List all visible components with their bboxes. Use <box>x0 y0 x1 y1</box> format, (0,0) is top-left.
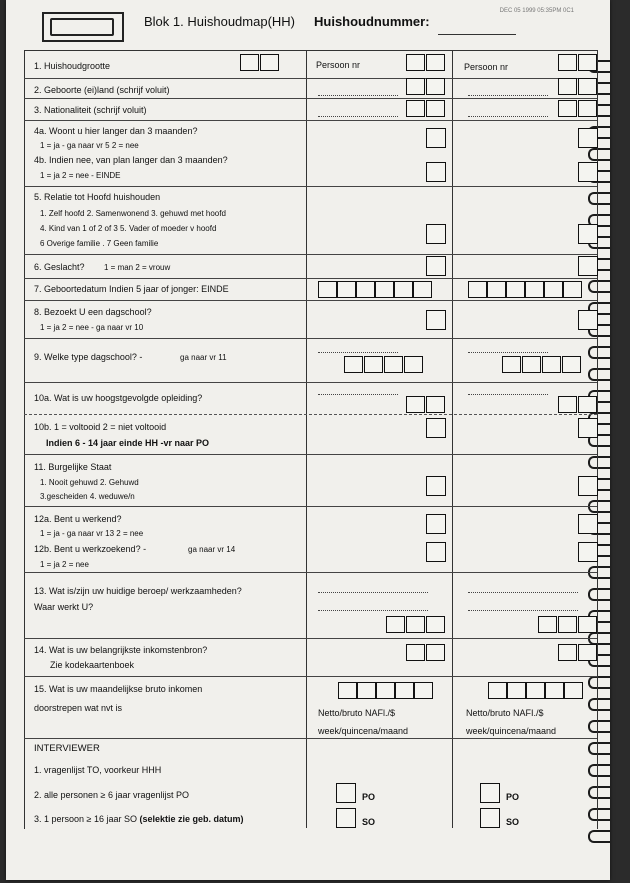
q9-goto: ga naar vr 11 <box>180 353 227 362</box>
interviewer-instruction-3 <box>34 814 244 824</box>
q5-p1-box[interactable] <box>426 224 446 244</box>
q13-p1-field[interactable] <box>318 610 428 611</box>
q4a-label: 4a. Woont u hier langer dan 3 maanden? <box>34 126 198 136</box>
q4a-options: 1 = ja - ga naar vr 5 2 = nee <box>40 141 139 150</box>
q12a-label: 12a. Bent u werkend? <box>34 514 122 524</box>
q4b-p1-box[interactable] <box>426 162 446 182</box>
row-q5 <box>24 186 597 255</box>
q6-p2-box[interactable] <box>578 256 598 276</box>
q2-p2-box[interactable] <box>558 78 577 95</box>
q7-p1-box[interactable] <box>318 281 337 298</box>
interviewer-title: INTERVIEWER <box>34 743 100 754</box>
row-q1 <box>24 50 597 79</box>
q15-p2-period: week/quincena/maand <box>466 726 557 736</box>
so-p1-label: SO <box>362 817 376 827</box>
household-number-label: Huishoudnummer: <box>314 14 430 29</box>
q2-p2-field[interactable] <box>468 95 548 96</box>
row-q10a <box>24 382 597 415</box>
q9-p2-box[interactable] <box>562 356 581 373</box>
q13-p2-box[interactable] <box>558 616 577 633</box>
q14-p1-box[interactable] <box>406 644 425 661</box>
q14-label: 14. Wat is uw belangrijkste inkomstenbron? <box>34 645 208 655</box>
q12a-p2-box[interactable] <box>578 514 598 534</box>
q10a-label: 10a. Wat is uw hoogstgevolgde opleiding? <box>34 393 203 403</box>
q7-p1-box[interactable] <box>356 281 375 298</box>
q6-label: 6. Geslacht? <box>34 262 85 272</box>
q15-label: 15. Wat is uw maandelijkse bruto inkomen <box>34 684 203 694</box>
interviewer-instruction-1: 1. vragenlijst TO, voorkeur HHH <box>34 765 162 775</box>
q8-p1-box[interactable] <box>426 310 446 330</box>
q10a-p1-field[interactable] <box>318 394 398 395</box>
q3-p1-box[interactable] <box>406 100 425 117</box>
q12b-goto: ga naar vr 14 <box>188 545 236 554</box>
q5-p2-box[interactable] <box>578 224 598 244</box>
q10b-label: 10b. 1 = voltooid 2 = niet voltooid <box>34 422 167 432</box>
q13-sub: Waar werkt U? <box>34 602 94 612</box>
q15-p2-currency: Netto/bruto NAFI./$ <box>466 708 544 718</box>
q13-p1-box[interactable] <box>386 616 405 633</box>
po-p1-checkbox[interactable] <box>336 783 356 803</box>
q14-sub: Zie kodekaartenboek <box>50 660 135 670</box>
q15-p2-box[interactable] <box>488 682 507 699</box>
q10b-note: Indien 6 - 14 jaar einde HH -vr naar PO <box>46 438 210 448</box>
q4b-p2-box[interactable] <box>578 162 598 182</box>
interviewer-instruction-2: 2. alle personen ≥ 6 jaar vragenlijst PO <box>34 790 190 800</box>
q7-p2-box[interactable] <box>563 281 582 298</box>
q14-p2-box[interactable] <box>558 644 577 661</box>
q8-options: 1 = ja 2 = nee - ga naar vr 10 <box>40 323 144 332</box>
q1-box[interactable] <box>240 54 259 71</box>
q9-p1-box[interactable] <box>344 356 363 373</box>
q5-label: 5. Relatie tot Hoofd huishouden <box>34 192 161 202</box>
q10b-p2-box[interactable] <box>578 418 598 438</box>
so-p2-checkbox[interactable] <box>480 808 500 828</box>
q11-options-1: 1. Nooit gehuwd 2. Gehuwd <box>40 478 139 487</box>
q3-p2-field[interactable] <box>468 116 548 117</box>
person1-nr-label: Persoon nr <box>316 60 361 70</box>
q2-p2-box[interactable] <box>578 78 597 95</box>
row-q8 <box>24 300 597 339</box>
q7-p1-box[interactable] <box>394 281 413 298</box>
q12b-label: 12b. Bent u werkzoekend? - <box>34 544 147 554</box>
q13-p1-box[interactable] <box>406 616 425 633</box>
q7-p2-box[interactable] <box>525 281 544 298</box>
q9-p2-box[interactable] <box>522 356 541 373</box>
q9-p2-field[interactable] <box>468 352 548 353</box>
q5-options-1: 1. Zelf hoofd 2. Samenwonend 3. gehuwd met hoofd <box>40 209 226 218</box>
interviewer-instruction-3-bold: (selektie zie geb. datum) <box>139 814 244 824</box>
q3-p2-box[interactable] <box>558 100 577 117</box>
household-number-field[interactable] <box>438 34 516 35</box>
q4a-p1-box[interactable] <box>426 128 446 148</box>
q13-p2-box[interactable] <box>538 616 557 633</box>
q15-p2-box[interactable] <box>507 682 526 699</box>
q15-p1-box[interactable] <box>414 682 433 699</box>
q13-label: 13. Wat is/zijn uw huidige beroep/ werkzaamheden? <box>34 586 242 596</box>
q1-box[interactable] <box>260 54 279 71</box>
q2-p1-box[interactable] <box>406 78 425 95</box>
q9-p2-box[interactable] <box>542 356 561 373</box>
q15-p1-period: week/quincena/maand <box>318 726 409 736</box>
q13-p2-field[interactable] <box>468 592 578 593</box>
q11-options-2: 3.gescheiden 4. weduwe/n <box>40 492 135 501</box>
q5-options-3: 6 Overige familie . 7 Geen familie <box>40 239 159 248</box>
spiral-ring <box>588 830 610 843</box>
q10a-p2-box[interactable] <box>578 396 597 413</box>
q12a-options: 1 = ja - ga naar vr 13 2 = nee <box>40 529 144 538</box>
row-q13 <box>24 572 597 639</box>
q15-p1-currency: Netto/bruto NAFl./$ <box>318 708 396 718</box>
q5-options-2: 4. Kind van 1 of 2 of 3 5. Vader of moeder v hoofd <box>40 224 217 233</box>
q2-p1-field[interactable] <box>318 95 398 96</box>
q6-p1-box[interactable] <box>426 256 446 276</box>
q9-p1-box[interactable] <box>404 356 423 373</box>
q14-p1-box[interactable] <box>426 644 445 661</box>
q7-p2-box[interactable] <box>544 281 563 298</box>
q15-p1-box[interactable] <box>338 682 357 699</box>
q15-p1-box[interactable] <box>357 682 376 699</box>
q7-p2-box[interactable] <box>468 281 487 298</box>
q4b-label: 4b. Indien nee, van plan langer dan 3 maanden? <box>34 155 228 165</box>
q10a-p2-field[interactable] <box>468 394 548 395</box>
q13-p1-box[interactable] <box>426 616 445 633</box>
person2-nr-label: Persoon nr <box>464 62 509 72</box>
q12b-p2-box[interactable] <box>578 542 598 562</box>
q7-label: 7. Geboortedatum Indien 5 jaar of jonger: EINDE <box>34 284 229 294</box>
q15-sub: doorstrepen wat nvt is <box>34 703 123 713</box>
q3-p1-box[interactable] <box>426 100 445 117</box>
cbs-logo-icon <box>42 12 124 42</box>
po-p2-checkbox[interactable] <box>480 783 500 803</box>
row-q4 <box>24 120 597 187</box>
q3-p1-field[interactable] <box>318 116 398 117</box>
q12b-p1-box[interactable] <box>426 542 446 562</box>
q10a-p1-box[interactable] <box>426 396 445 413</box>
q7-p1-box[interactable] <box>375 281 394 298</box>
q10a-p2-box[interactable] <box>558 396 577 413</box>
q9-label: 9. Welke type dagschool? - <box>34 352 143 362</box>
q15-p2-box[interactable] <box>545 682 564 699</box>
q15-p2-box[interactable] <box>564 682 583 699</box>
q3-p2-box[interactable] <box>578 100 597 117</box>
q8-label: 8. Bezoekt U een dagschool? <box>34 307 152 317</box>
interviewer-instruction-3-text: 3. 1 persoon ≥ 16 jaar SO <box>34 814 140 824</box>
q15-p2-box[interactable] <box>526 682 545 699</box>
person1-nr-box[interactable] <box>406 54 425 71</box>
q10b-p1-box[interactable] <box>426 418 446 438</box>
q15-p1-box[interactable] <box>395 682 414 699</box>
person2-nr-box[interactable] <box>578 54 597 71</box>
q4b-options: 1 = ja 2 = nee - EINDE <box>40 171 121 180</box>
q12a-p1-box[interactable] <box>426 514 446 534</box>
q13-p2-box[interactable] <box>578 616 597 633</box>
q11-label: 11. Burgelijke Staat <box>34 462 112 472</box>
po-p2-label: PO <box>506 792 520 802</box>
q3-label: 3. Nationaliteit (schrijf voluit) <box>34 105 147 115</box>
q15-p1-box[interactable] <box>376 682 395 699</box>
q9-p1-field[interactable] <box>318 352 398 353</box>
so-p2-label: SO <box>506 817 520 827</box>
person2-nr-box[interactable] <box>558 54 577 71</box>
q2-label: 2. Geboorte (ei)land (schrijf voluit) <box>34 85 170 95</box>
q9-p2-box[interactable] <box>502 356 521 373</box>
row-q6 <box>24 254 597 279</box>
po-p1-label: PO <box>362 792 376 802</box>
q7-p2-box[interactable] <box>487 281 506 298</box>
q8-p2-box[interactable] <box>578 310 598 330</box>
block-title: Blok 1. Huishoudmap(HH) <box>144 14 296 29</box>
q12b-options: 1 = ja 2 = nee <box>40 560 89 569</box>
so-p1-checkbox[interactable] <box>336 808 356 828</box>
q13-p2-field[interactable] <box>468 610 578 611</box>
q10a-p1-box[interactable] <box>406 396 425 413</box>
q4a-p2-box[interactable] <box>578 128 598 148</box>
q11-p2-box[interactable] <box>578 476 598 496</box>
q9-p1-box[interactable] <box>364 356 383 373</box>
q6-options: 1 = man 2 = vrouw <box>104 263 171 272</box>
row-q14 <box>24 638 597 677</box>
q9-p1-box[interactable] <box>384 356 403 373</box>
person1-nr-box[interactable] <box>426 54 445 71</box>
row-q12 <box>24 506 597 573</box>
row-q3 <box>24 98 597 121</box>
q13-p1-field[interactable] <box>318 592 428 593</box>
form-page <box>6 0 610 880</box>
row-q10b <box>24 414 597 455</box>
q1-label: 1. Huishoudgrootte <box>34 61 111 71</box>
q7-p2-box[interactable] <box>506 281 525 298</box>
q7-p1-box[interactable] <box>337 281 356 298</box>
q2-p1-box[interactable] <box>426 78 445 95</box>
fax-stamp: DEC 05 1999 05:35PM 0C1 <box>499 8 574 14</box>
q7-p1-box[interactable] <box>413 281 432 298</box>
q14-p2-box[interactable] <box>578 644 597 661</box>
row-q11 <box>24 454 597 507</box>
q11-p1-box[interactable] <box>426 476 446 496</box>
